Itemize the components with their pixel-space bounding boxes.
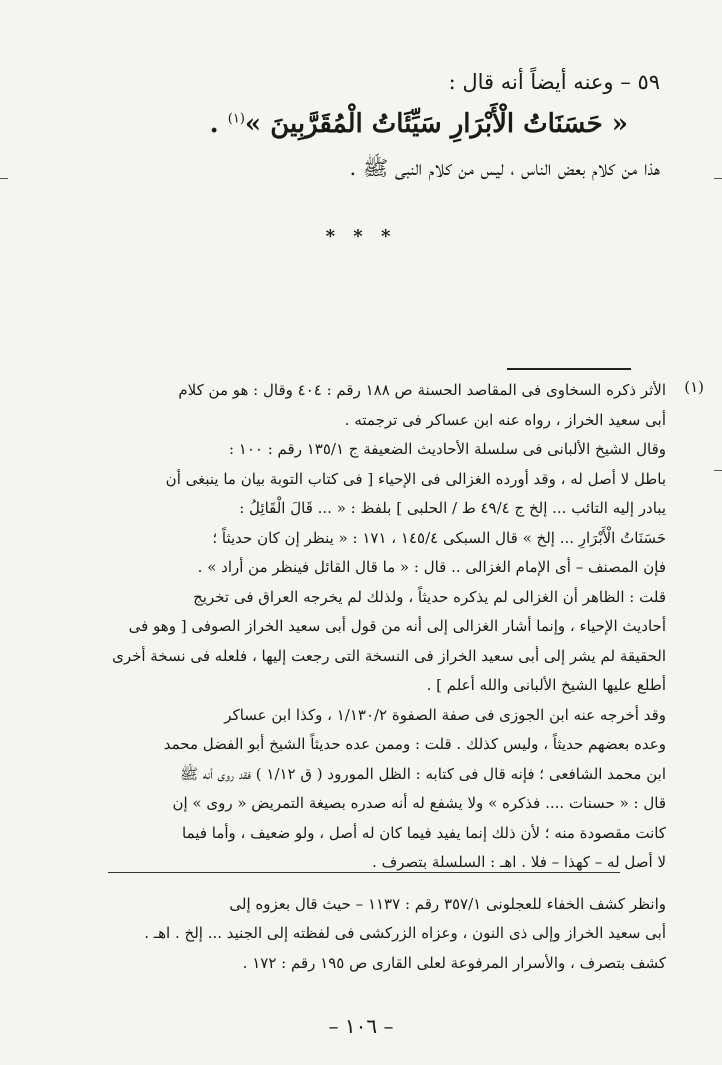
hadith-text: [68, 108, 628, 142]
edge-mark: [0, 178, 8, 179]
footnote-marker: (١): [684, 378, 704, 396]
footnote-line: لا أصل له – كهذا – فلا . اهـ : السلسلة بتصرف .: [372, 853, 666, 871]
footnote-line: أطلع عليها الشيخ الألبانى والله أعلم ] .: [426, 676, 666, 694]
footnote-line: وانظر كشف الخفاء للعجلونى ٣٥٧/١ رقم : ١١٣٧ – حيث قال بعزوه إلى: [229, 894, 666, 913]
footnote-section-divider: [108, 872, 620, 873]
footnote-paragraph: [110, 435, 666, 583]
hadith-heading: ٥٩ – وعنه أيضاً أنه قال :: [448, 70, 660, 94]
hadith-quote: « حَسَنَاتُ الْأَبْرَارِ سَيِّئَاتُ الْمُقَرَّبِينَ »: [244, 109, 628, 139]
footnote-line: حَسَنَاتُ الْأَبْرَارِ ... إلخ » قال السبكى ١٤٥/٤ ، ١٧١ : « ينظر إن كان حديثاً ؛: [212, 528, 666, 547]
footnote-line: أبى سعيد الخراز وإلى ذى النون ، وعزاه الزركشى فى لفظته إلى الجنيد ... إلخ . اهـ .: [144, 924, 666, 942]
footnote-line: باطل لا أصل له ، وقد أورده الغزالى فى الإحياء [ فى كتاب التوبة بيان ما ينبغى أن: [165, 469, 666, 488]
footnote-line: أبى سعيد الخراز ، رواه عنه ابن عساكر فى ترجمته .: [344, 410, 666, 429]
footnote-line: كانت مقصودة منه ؛ لأن ذلك إنما يفيد فيما كان له أصل ، ولو ضعيف ، وأما فيما: [182, 823, 666, 842]
footnote-line: وقال الشيخ الألبانى فى سلسلة الأحاديث الضعيفة ج ١٣٥/١ رقم : ١٠٠ :: [228, 440, 666, 458]
footnote-line: ابن محمد الشافعى ؛ فإنه قال فى كتابه : الظل المورود ( ق ١/١٢ ) فقد روى أنه ﷺ: [179, 764, 666, 783]
section-separator: * * *: [325, 226, 397, 247]
footnote-paragraph: [110, 376, 666, 435]
footnote-reference[interactable]: (١): [227, 111, 245, 127]
footnote-paragraph: [110, 583, 666, 701]
footnote-line: قال : « حسنات .... فذكره » ولا يشفع له أنه صدره بصيغة التمريض « روى » إن: [172, 794, 666, 812]
footnote-line: الحقيقة لم يشر إلى أبى سعيد الخراز فى النسخة التى رجعت إليها ، فلعله فى نسخة أخرى: [112, 646, 666, 665]
footnote-gap: [110, 878, 666, 890]
page-number: – ١٠٦ –: [328, 1014, 394, 1038]
edge-mark: [714, 470, 722, 471]
footnote-line: وقد أخرجه عنه ابن الجوزى فى صفة الصفوة ١/١٣٠/٢ ، وكذا ابن عساكر: [224, 705, 666, 724]
footnote-line: الأثر ذكره السخاوى فى المقاصد الحسنة ص ١٨٨ رقم : ٤٠٤ وقال : هو من كلام: [178, 381, 666, 399]
footnote-line: وعده بعضهم حديثاً ، وليس كذلك . قلت : وممن عده حديثاً الشيخ أبو الفضل محمد: [163, 735, 666, 753]
footnote-rule: [507, 368, 631, 370]
footnote-line: فإن المصنف – أى الإمام الغزالى .. قال : « ما قال القائل فينظر من أراد » .: [197, 558, 666, 576]
footnote-paragraph: [110, 890, 666, 979]
footnote-line: كشف بتصرف ، والأسرار المرفوعة لعلى القارى ص ١٩٥ رقم : ١٧٢ .: [242, 953, 666, 972]
footnote-line: قلت : الظاهر أن الغزالى لم يذكره حديثاً ، ولذلك لم يخرجه العراق فى تخريج: [193, 587, 666, 606]
edge-mark: [714, 178, 722, 179]
hadith-quote-end: .: [209, 109, 228, 139]
footnote-paragraph: [110, 701, 666, 878]
footnote-line: يبادر إليه التائب ... إلخ ج ٤٩/٤ ط / الحلبى ] بلفظ : « ... قَالَ الْقَائِلُ :: [239, 499, 666, 517]
footnote-body: [110, 376, 666, 978]
hadith-comment: هذا من كلام بعض الناس ، ليس من كلام النبى ﷺ .: [349, 156, 660, 180]
footnote-line: أحاديث الإحياء ، وإنما أشار الغزالى إلى أنه من قول أبى سعيد الخراز الصوفى [ وهو فى: [128, 617, 666, 635]
